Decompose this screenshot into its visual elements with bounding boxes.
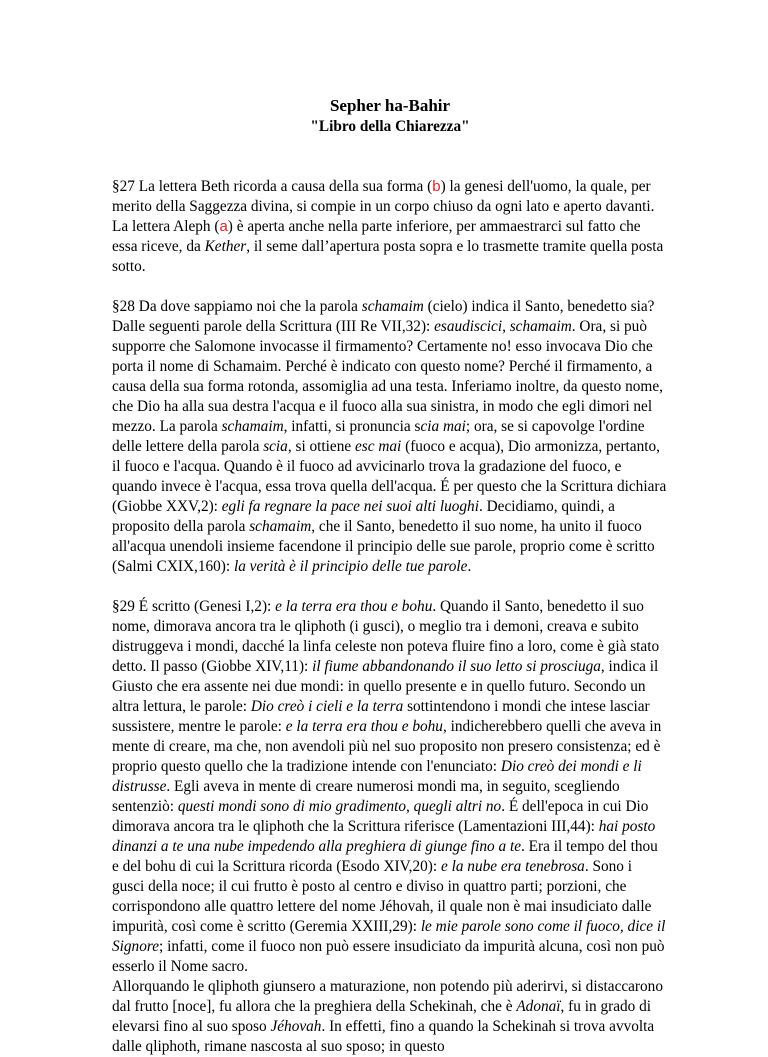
text-run: , il seme dall’apertura posta sopra e lo trasmette tramite quella posta sotto. xyxy=(112,238,664,275)
text-run: (fuoco e acqua), Dio armonizza, pertanto, il fuoco e l'acqua. Quando è il fuoco ad avvicinarlo trova la gradazione del fuoco, e quando invece è l'acqua, essa trova quella dell'acqua. É per questo che la Scrittura dichiara (Giobbe XXV,2): xyxy=(112,438,667,515)
text-run: §28 Da dove sappiamo noi che la parola xyxy=(112,298,362,315)
italic-text: questi mondi sono di mio gradimento, quegli altri no xyxy=(177,798,502,815)
paragraph-3 xyxy=(112,597,668,1057)
text-run: ; infatti, come il fuoco non può essere insudiciato da impurità alcuna, così non può esserlo il Nome sacro. xyxy=(112,938,665,975)
italic-text: le mie parole sono come il fuoco, dice il Signore xyxy=(112,918,666,955)
italic-text: e la terra era thou e bohu xyxy=(285,718,443,735)
text-run: §29 É scritto (Genesi I,2): xyxy=(112,598,276,615)
hebrew-letter-glyph: b xyxy=(432,178,441,195)
text-run: , si ottiene xyxy=(287,438,355,455)
text-run: ) la genesi dell'uomo, la quale, per merito della Saggezza divina, si compie in un corpo chiuso da ogni lato e aperto davanti. La lettera Aleph ( xyxy=(112,178,655,235)
italic-text: schamaim xyxy=(221,418,284,435)
text-run: . Ora, si può supporre che Salomone invocasse il firmamento? Certamente no! esso invocava Dio che porta il nome di Schamaim. Perché è indicato con questo nome? Perché il firmamento, a causa della sua forma rotonda, assomiglia ad una testa. Inferiamo inoltre, da questo nome, che Dio ha alla sua destra l'acqua e il fuoco alla sua sinistra, in modo che egli dimori nel mezzo. La parola xyxy=(112,318,663,435)
italic-text: la verità è il principio delle tue parole xyxy=(233,558,468,575)
italic-text: esaudiscici, schamaim xyxy=(434,318,572,335)
document-title: Sepher ha-Bahir xyxy=(329,96,451,115)
italic-text: Adonaï xyxy=(516,998,561,1015)
document-page xyxy=(112,96,668,1057)
italic-text: e la nube era tenebrosa xyxy=(440,858,585,875)
italic-text: e la terra era thou e bohu xyxy=(275,598,433,615)
text-run: , che il Santo, benedetto il suo nome, ha unito il fuoco all'acqua unendoli insieme facendone il principio delle sue parole, proprio come è scritto (Salmi CXIX,160): xyxy=(112,518,655,575)
text-run: . Quando il Santo, benedetto il suo nome, dimorava ancora tra le qliphoth (i gusci), o meglio tra i demoni, creava e subito distruggeva i mondi, dacché la linfa celeste non poteva fluire fino a loro, come è già stato detto. Il passo (Giobbe XIV,11): xyxy=(112,598,660,675)
italic-text: egli fa regnare la pace nei suoi alti luoghi xyxy=(221,498,479,515)
italic-text: Jéhovah xyxy=(270,1018,322,1035)
text-run: (cielo) indica il Santo, benedetto sia? Dalle seguenti parole della Scrittura (III Re VII,32): xyxy=(112,298,655,335)
document-body xyxy=(112,177,668,1057)
document-subtitle: "Libro della Chiarezza" xyxy=(310,118,470,135)
text-run: Allorquando le qliphoth giunsero a maturazione, non potendo più aderirvi, si distaccarono dal frutto [noce], fu allora che la preghiera della Schekinah, che è xyxy=(112,978,663,1015)
text-run: , indicherebbero quelli che aveva in mente di creare, ma che, non avendoli più nel suo proposito non presero consistenza; ed è proprio questo quello che la tradizione intende con l'enunciato: xyxy=(112,718,662,775)
text-run: ) è aperta anche nella parte inferiore, per ammaestrarci sul fatto che essa riceve, da xyxy=(112,218,641,255)
text-run: . xyxy=(467,558,472,575)
italic-text: Kether xyxy=(204,238,247,255)
italic-text: Dio creò i cieli e la terra xyxy=(250,698,404,715)
text-run: , fu in grado di elevarsi fino al suo sposo xyxy=(112,998,652,1035)
italic-text: cia mai xyxy=(420,418,466,435)
text-run: , indica il Giusto che era assente nei due mondi: in quello presente e in quello futuro. Secondo un altra lettura, le parole: xyxy=(112,658,659,715)
text-run: sottintendono i mondi che intese lasciar sussistere, mentre le parole: xyxy=(112,698,650,735)
italic-text: scia xyxy=(263,438,288,455)
italic-text: schamaim xyxy=(249,518,312,535)
italic-text: esc mai xyxy=(354,438,402,455)
italic-text: il fiume abbandonando il suo letto si prosciuga xyxy=(312,658,601,675)
paragraph-2 xyxy=(112,297,668,577)
paragraph-1 xyxy=(112,177,668,277)
text-run: §27 La lettera Beth ricorda a causa della sua forma ( xyxy=(112,178,433,195)
text-run: . In effetti, fino a quando la Schekinah si trova avvolta dalle qliphoth, rimane nascosta al suo sposo; in questo xyxy=(112,1018,655,1055)
text-run: . Decidiamo, quindi, a proposito della parola xyxy=(112,498,615,535)
text-run: . Era il tempo del thou e del bohu di cui la Scrittura ricorda (Esodo XIV,20): xyxy=(112,838,658,875)
hebrew-letter-glyph: a xyxy=(219,218,228,235)
italic-text: Dio creò dei mondi e li distrusse xyxy=(112,758,642,795)
text-run: . Egli aveva in mente di creare numerosi mondi ma, in seguito, scegliendo sentenziò: xyxy=(112,778,620,815)
text-run: . É dell'epoca in cui Dio dimorava ancora tra le qliphoth che la Scrittura riferisce (Lamentazioni III,44): xyxy=(112,798,649,835)
text-run: ; ora, se si capovolge l'ordine delle lettere della parola xyxy=(112,418,645,455)
italic-text: schamaim xyxy=(361,298,424,315)
italic-text: hai posto dinanzi a te una nube impedendo alla preghiera di giunge fino a te xyxy=(112,818,656,855)
text-run: , infatti, si pronuncia s xyxy=(283,418,421,435)
text-run: . Sono i gusci della noce; il cui frutto è posto al centro e diviso in quattro parti; porzioni, che corrispondono alle quattro lettere del nome Jéhovah, il quale non è mai insudiciato dalle impurità, così come è scritto (Geremia XXIII,29): xyxy=(112,858,652,935)
